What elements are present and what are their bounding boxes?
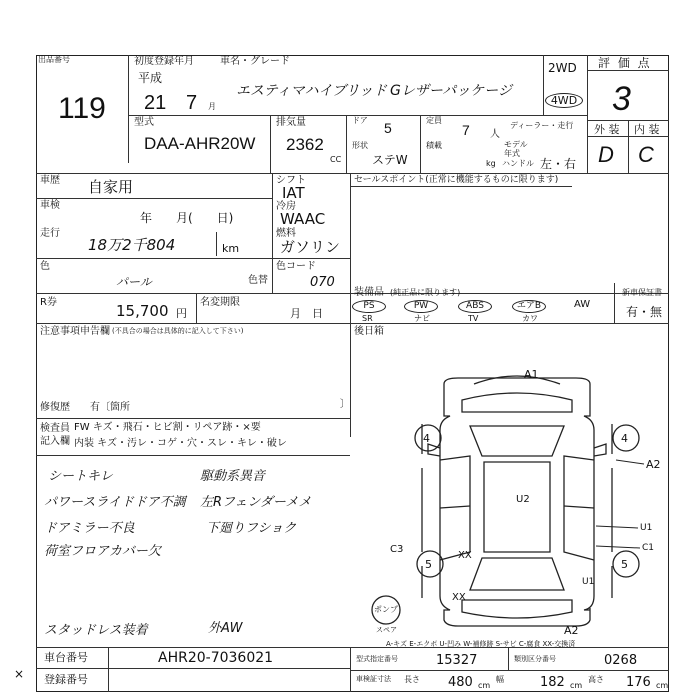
equipment-item-2: ABS [458, 300, 492, 313]
divider [128, 55, 129, 163]
reg-year: 21 [144, 92, 167, 114]
height-unit: cm [656, 681, 669, 690]
divider [587, 70, 669, 71]
model: DAA-AHR20W [144, 134, 256, 153]
length-unit: cm [478, 681, 491, 690]
margin-x-mark: × [14, 667, 25, 681]
divider [350, 670, 669, 671]
divider [350, 173, 351, 437]
divider [36, 323, 350, 324]
inspector-row-2: 内装 キズ・汚レ・コゲ・穴・スレ・キレ・破レ [74, 438, 287, 449]
drive-4wd: 4WD [545, 93, 583, 108]
note-bottom-right: 外AW [208, 621, 243, 636]
equipment-item-1: PW [404, 300, 438, 313]
displacement-label: 排気量 [276, 117, 306, 128]
equipment-sub-1: ナビ [414, 314, 430, 323]
spare-pump: ポンプ [374, 605, 398, 614]
corner-label: 出品番号 [38, 55, 70, 64]
sales-points-label: セールスポイント(正常に機能するものに限ります) [354, 175, 559, 185]
length-label: 長さ [404, 675, 420, 684]
rear-bumper [462, 600, 572, 618]
note-left-3: ドアミラー不良 [44, 521, 135, 536]
caution-note: (不具合の場合は具体的に記入して下さい) [112, 327, 244, 335]
color-code-label: 色コード [276, 261, 316, 272]
handle-value: 左・右 [540, 157, 577, 171]
rear-seat-label: 後日箱 [354, 326, 384, 337]
mark-xx-1: XX [458, 550, 472, 561]
score-value: 3 [612, 80, 631, 118]
equipment-sub-2: TV [468, 314, 479, 323]
spare-label: スペア [376, 626, 397, 634]
doors: 5 [384, 120, 392, 136]
interior-label: 内 装 [634, 123, 660, 136]
note-right-2: 左Rフェンダーメメ [200, 495, 312, 510]
divider [587, 136, 669, 137]
inspection-date: 年 月( 日) [140, 211, 234, 225]
name-change-date: 月 日 [290, 307, 323, 320]
equipment-sub-0: SR [362, 314, 373, 323]
mark-right-top: A2 [646, 458, 661, 471]
color-change-label: 色替 [248, 275, 268, 286]
divider [36, 418, 350, 419]
era: 平成 [138, 71, 163, 85]
exterior-grade: D [598, 142, 614, 167]
equipment-item-0: PS [352, 300, 386, 313]
capacity-label: 定員 [426, 116, 442, 125]
model-label: 型式 [134, 117, 154, 128]
width-label: 幅 [496, 675, 504, 684]
note-right-1: 駆動系異音 [200, 469, 266, 484]
divider [36, 258, 272, 259]
equipment-list [352, 300, 614, 324]
equipment-item-3: エアB [512, 300, 546, 313]
handle-label: ハンドル [502, 159, 534, 168]
shape-label: 形状 [352, 141, 368, 150]
ac-label: 冷房 [276, 201, 296, 212]
damage-legend: A-キズ E-エクボ U-凹み W-補修跡 S-サビ C-腐食 XX-交換済 [386, 640, 576, 648]
inspector-label-1: 検査員 [40, 423, 70, 434]
divider [36, 293, 669, 294]
cc-unit: CC [330, 155, 342, 164]
shift-label: シフト [276, 175, 306, 186]
tire-fl-value: 4 [423, 432, 430, 445]
yen-unit: 円 [176, 307, 187, 320]
divider [614, 283, 615, 323]
note-left-4: 荷室フロアカバー欠 [44, 544, 161, 559]
class-number: 0268 [604, 653, 638, 668]
capacity-unit: 人 [490, 129, 500, 140]
recycle-label: R券 [40, 297, 57, 308]
divider [196, 293, 197, 323]
roof-arc [474, 376, 560, 384]
divider [350, 186, 572, 187]
reg-month: 7 [186, 92, 198, 114]
repair-label: 修復歴 [40, 402, 70, 413]
inspector-label-2: 記入欄 [40, 436, 70, 447]
mark-right-u1-a: U1 [640, 523, 653, 533]
width-unit: cm [570, 681, 583, 690]
divider [272, 173, 273, 293]
class-label: 類別区分番号 [514, 655, 556, 663]
repair-value: 有〔箇所 [90, 402, 130, 413]
type-no-label: 型式指定番号 [356, 655, 398, 663]
mileage-label: 走行 [40, 228, 60, 239]
note-left-1: シートキレ [48, 469, 113, 484]
interior-grade: C [638, 142, 654, 167]
name-change-label: 名変期限 [200, 297, 240, 308]
recycle-amount: 15,700 [116, 302, 169, 320]
color-label: 色 [40, 261, 50, 272]
load-label: 積載 [426, 141, 442, 150]
mark-center: U2 [516, 494, 530, 505]
divider [543, 55, 544, 115]
history: 自家用 [88, 178, 134, 196]
warranty-value: 有・無 [626, 305, 663, 319]
km-unit: km [222, 242, 240, 255]
equipment-sub-3: カワ [522, 314, 538, 323]
divider [36, 198, 272, 199]
chassis-label: 車台番号 [44, 651, 88, 664]
fuel: ガソリン [280, 238, 341, 256]
car-name-label: 車名・グレード [220, 56, 290, 67]
caution-label: 注意事項申告欄 [40, 326, 110, 337]
width-value: 182 [540, 675, 565, 690]
height-value: 176 [626, 675, 651, 690]
windshield [470, 426, 564, 456]
shift: IAT [282, 184, 305, 202]
score-label: 評 価 点 [598, 56, 652, 70]
displacement: 2362 [286, 135, 324, 154]
divider [36, 455, 350, 456]
front-hood [462, 393, 572, 412]
first-reg-label: 初度登録年月 [134, 56, 194, 67]
note-bottom-left: スタッドレス装着 [44, 623, 148, 638]
tire-rr-value: 5 [621, 558, 628, 571]
inspector-row-1: FW キズ・飛石・ヒビ割・リペア跡・×要 [74, 422, 261, 433]
divider [346, 115, 347, 173]
car-name: エスティマハイブリッド [236, 83, 387, 99]
exterior-label: 外 装 [594, 123, 620, 136]
mark-top: A1 [524, 368, 539, 381]
load-unit: kg [486, 159, 496, 168]
equipment-item-4: AW [574, 299, 591, 310]
color: パール [116, 275, 152, 289]
ac: WAAC [280, 210, 326, 228]
month-unit: 月 [208, 102, 216, 111]
right-mirror [594, 444, 606, 456]
length-value: 480 [448, 675, 473, 690]
shape: ステW [372, 153, 408, 167]
divider [628, 120, 629, 173]
inspection-label: 車検 [40, 200, 60, 211]
reg-number-label: 登録番号 [44, 673, 88, 686]
chassis-number: AHR20-7036021 [158, 650, 274, 666]
model-year-label: モデル年式 [504, 140, 528, 158]
fuel-label: 燃料 [276, 228, 296, 239]
dim-label: 車検証寸法 [356, 675, 391, 683]
mileage: 18万2千804 [88, 236, 176, 254]
type-no: 15327 [436, 653, 478, 668]
dealer-label: ディーラー・走行 [510, 121, 574, 130]
grade: Gレザーパッケージ [390, 83, 512, 99]
roof-panel [484, 462, 550, 552]
repair-close: 〕 [340, 399, 350, 410]
divider [508, 647, 509, 670]
tire-fr-value: 4 [621, 432, 628, 445]
history-label: 車歴 [40, 175, 60, 186]
equipment-note: (純正品に限ります) [390, 288, 461, 297]
mark-right-u1-b: U1 [582, 577, 595, 587]
color-code: 070 [310, 275, 335, 290]
doors-label: ドア [352, 116, 368, 125]
note-left-2: パワースライドドア不調 [44, 495, 186, 510]
divider [36, 668, 350, 669]
divider [272, 258, 350, 259]
capacity: 7 [462, 122, 470, 138]
divider [216, 232, 217, 256]
divider [108, 647, 109, 692]
divider [36, 173, 669, 174]
mark-xx-2: XX [452, 592, 466, 603]
warranty-label: 新車保証書 [622, 288, 662, 297]
mark-right-c1: C1 [642, 543, 655, 553]
divider [350, 323, 669, 324]
mark-left-c3: C3 [390, 544, 404, 555]
mark-bottom: A2 [564, 624, 579, 637]
tire-rl-value: 5 [425, 558, 432, 571]
divider [587, 55, 588, 173]
note-right-3: 下廻りフショク [206, 521, 297, 536]
divider [420, 115, 421, 173]
drive-2wd: 2WD [548, 61, 577, 75]
car-damage-diagram [352, 338, 668, 644]
rear-window [470, 558, 564, 590]
lot-number: 119 [58, 92, 106, 125]
height-label: 高さ [588, 675, 604, 684]
divider [270, 115, 271, 173]
equipment-label: 装備品 [354, 287, 384, 298]
divider [36, 647, 669, 648]
